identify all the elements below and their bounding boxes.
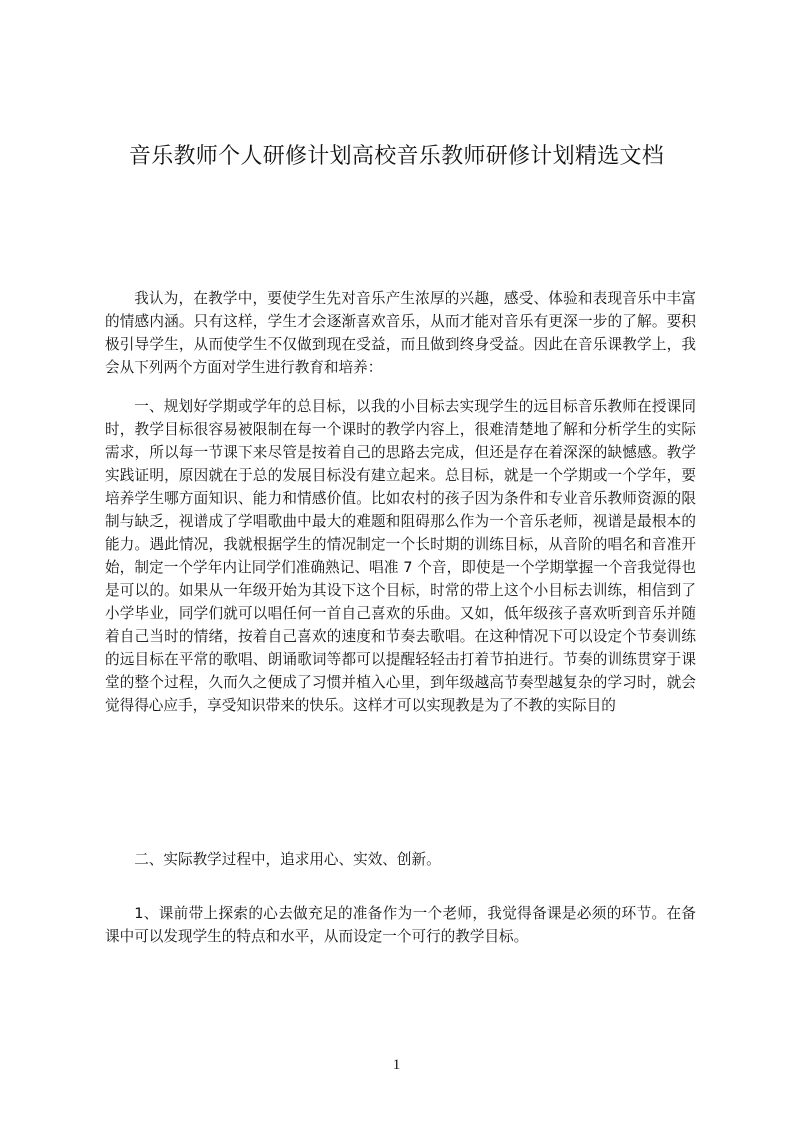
paragraph-section-one: 一、规划好学期或学年的总目标，以我的小目标去实现学生的远目标音乐教师在授课同时，教学目标很容易被限制在每一个课时的教学内容上，很难清楚地了解和分析学生的实际需求，所以每一节课下来尽管是按着自己的思路去完成，但还是存在着深深的缺憾感。教学实践证明，原因就在于总的发展目标没有建立起来。总目标，就是一个学期或一个学年，要培养学生哪方面知识、能力和情感价值。比如农村的孩子因为条件和专业音乐教师资源的限制与缺乏，视谱成了学唱歌曲中最大的难题和阻碍那么作为一个音乐老师，视谱是最根本的能力。遇此情况，我就根据学生的情况制定一个长时期的训练目标，从音阶的唱名和音准开始，制定一个学年内让同学们准确熟记、唱准 7 个音，即使是一个学期掌握一个音我觉得也是可以的。如果从一年级开始为其设下这个目标，时常的带上这个小目标去训练，相信到了小学毕业，同学们就可以唱任何一首自己喜欢的乐曲。又如，低年级孩子喜欢听到音乐并随着自己当时的情绪，按着自己喜欢的速度和节奏去歌唱。在这种情况下可以设定个节奏训练的远目标在平常的歌唱、朗诵歌词等都可以提醒轻轻击打着节拍进行。节奏的训练贯穿于课堂的整个过程，久而久之便成了习惯并植入心里，到年级越高节奏型越复杂的学习时，就会觉得得心应手，享受知识带来的快乐。这样才可以实现教是为了不教的实际目的 bbox=[105, 398, 696, 714]
paragraph-section-two-heading: 二、实际教学过程中，追求用心、实效、创新。 bbox=[134, 851, 441, 868]
page-number: 1 bbox=[392, 1057, 401, 1073]
paragraph-intro: 我认为，在教学中，要使学生先对音乐产生浓厚的兴趣，感受、体验和表现音乐中丰富的情感内涵。只有这样，学生才会逐渐喜欢音乐，从而才能对音乐有更深一步的了解。要积极引导学生，从而使学生不仅做到现在受益，而且做到终身受益。因此在音乐课教学上，我会从下列两个方面对学生进行教育和培养： bbox=[105, 290, 696, 376]
paragraph-item-one: 1、课前带上探索的心去做充足的准备作为一个老师，我觉得备课是必须的环节。在备课中可以发现学生的特点和水平，从而设定一个可行的教学目标。 bbox=[105, 905, 696, 945]
document-title: 音乐教师个人研修计划高校音乐教师研修计划精选文档 bbox=[128, 144, 665, 169]
